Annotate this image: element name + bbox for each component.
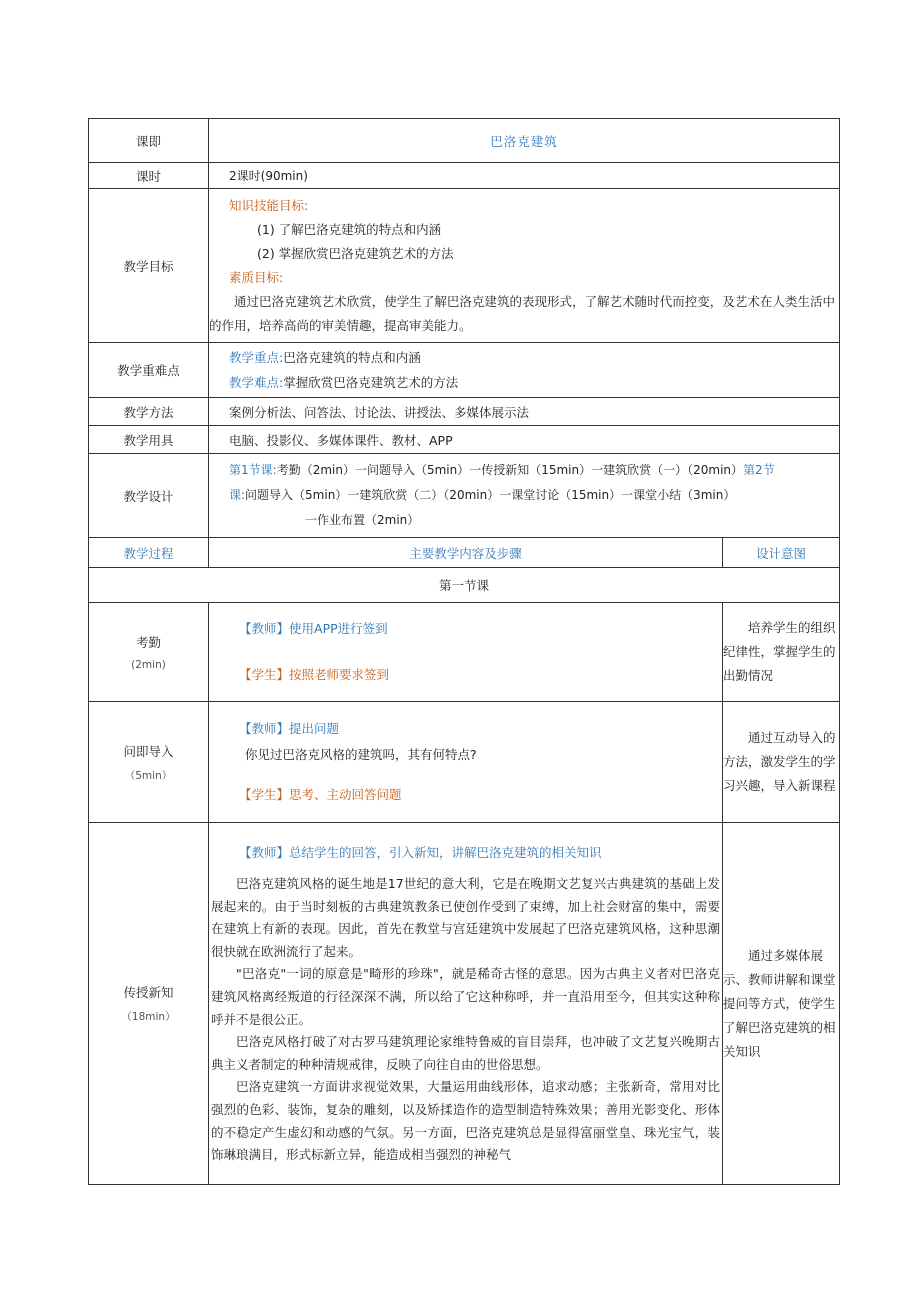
intro-cell xyxy=(89,702,209,823)
intro-student-text: 思考、主动回答问题 xyxy=(289,787,402,802)
intro-duration: （5min） xyxy=(124,769,173,782)
intro-content xyxy=(209,702,723,823)
intro-teacher-text: 提出问题 xyxy=(289,721,340,736)
attendance-intent: 培养学生的组织纪律性，掌握学生的出勤情况 xyxy=(723,603,840,702)
quality-text: 通过巴洛克建筑艺术欣赏，使学生了解巴洛克建筑的表现形式，了解艺术随时代而控变，及艺术在人类生活中的作用，培养高尚的审美情趣，提高审美能力。 xyxy=(209,293,836,333)
section-1-title: 第一节课 xyxy=(89,568,840,603)
design-lesson2-end: 一作业布置（2min） xyxy=(305,513,420,527)
knowledge-paragraph-4: 巴洛克建筑一方面讲求视觉效果，大量运用曲线形体，追求动感；主张新奇，常用对比强烈的色彩、装饰，复杂的雕刻，以及矫揉造作的造型制造特殊效果；善用光影变化、形体的不稳定产生虚幻和动感的气氛。另一方面，巴洛克建筑总是显得富丽堂皇、珠光宝气，装饰琳琅满目，形式标新立异，能造成相当强烈的神秘气 xyxy=(211,1079,720,1163)
design-lesson2-steps: 问题导入（5min）一建筑欣赏（二）（20min）一课堂讨论（15min）一课堂小结（3min） xyxy=(245,488,736,502)
skills-heading: 知识技能目标: xyxy=(229,197,309,213)
attendance-cell xyxy=(89,603,209,702)
knowledge-paragraph-2: "巴洛克"一词的原意是"畸形的珍珠"，就是稀奇古怪的意思。因为古典主义者对巴洛克建筑风格离经叛道的行径深深不满，所以给了它这种称呼，并一直沿用至今，但其实这种称呼并不是很公正。 xyxy=(211,966,720,1027)
objectives-label: 教学目标 xyxy=(89,189,209,343)
hours-value: 2课时(90min) xyxy=(209,163,840,189)
knowledge-paragraph-3: 巴洛克风格打破了对古罗马建筑理论家维特鲁威的盲目崇拜，也冲破了文艺复兴晚期古典主义者制定的种种清规戒律，反映了向往自由的世俗思想。 xyxy=(211,1034,720,1072)
key-points-label: 教学重难点 xyxy=(89,343,209,398)
attendance-label: 考勤 xyxy=(135,635,161,650)
attendance-teacher-tag: 【教师】 xyxy=(239,621,290,636)
design-lesson1-steps: 考勤（2min）一问题导入（5min）一传授新知（15min）一建筑欣赏（一）（20min） xyxy=(276,463,744,477)
skill-item-1: (1) 了解巴洛克建筑的特点和内涵 xyxy=(257,221,442,237)
key-points-content xyxy=(209,343,840,398)
row-key-points xyxy=(89,343,840,398)
intro-intent: 通过互动导入的方法，激发学生的学习兴趣，导入新课程 xyxy=(723,702,840,823)
difficulty-text: 掌握欣赏巴洛克建筑艺术的方法 xyxy=(283,375,459,390)
row-intro xyxy=(89,702,840,823)
skill-item-2: (2) 掌握欣赏巴洛克建筑艺术的方法 xyxy=(257,245,454,261)
row-design xyxy=(89,454,840,538)
row-methods xyxy=(89,398,840,426)
course-title: 巴洛克建筑 xyxy=(209,119,840,163)
row-process-header xyxy=(89,538,840,568)
design-lesson2-tag-b: 课: xyxy=(229,488,246,502)
quality-heading: 素质目标: xyxy=(229,269,284,285)
intent-col-header: 设计意图 xyxy=(723,538,840,568)
row-new-knowledge xyxy=(89,823,840,1185)
tools-value: 电脑、投影仪、多媒体课件、教材、APP xyxy=(209,426,840,454)
knowledge-paragraph-1: 巴洛克建筑风格的诞生地是17世纪的意大利，它是在晚期文艺复兴古典建筑的基础上发展起来的。由于当时刻板的古典建筑教条已使创作受到了束缚，加上社会财富的集中，需要在建筑上有新的表现。因此，首先在教堂与宫廷建筑中发展起了巴洛克建筑风格，这种思潮很快就在欧洲流行了起来。 xyxy=(211,876,720,959)
attendance-teacher-text: 使用APP进行签到 xyxy=(289,621,388,636)
methods-label: 教学方法 xyxy=(89,398,209,426)
objectives-content xyxy=(209,189,840,343)
lesson-plan-table xyxy=(88,118,840,1185)
intro-teacher-tag: 【教师】 xyxy=(239,721,290,736)
hours-label: 课时 xyxy=(89,163,209,189)
attendance-student-tag: 【学生】 xyxy=(239,667,290,682)
focus-label: 教学重点: xyxy=(229,350,284,365)
design-content xyxy=(209,454,840,538)
design-lesson1-tag: 第1节课: xyxy=(229,463,277,477)
new-knowledge-intent: 通过多媒体展示、教师讲解和课堂提问等方式，使学生了解巴洛克建筑的相关知识 xyxy=(723,823,840,1185)
intro-label: 问即导入 xyxy=(123,743,174,759)
row-course xyxy=(89,119,840,163)
intro-question: 你见过巴洛克风格的建筑吗，其有何特点? xyxy=(245,747,477,762)
design-lesson2-tag-a: 第2节 xyxy=(743,463,775,477)
tools-label: 教学用具 xyxy=(89,426,209,454)
row-section-1 xyxy=(89,568,840,603)
row-hours xyxy=(89,163,840,189)
attendance-duration: (2min) xyxy=(131,659,166,671)
attendance-student-text: 按照老师要求签到 xyxy=(289,667,390,682)
new-knowledge-cell xyxy=(89,823,209,1185)
content-col-header: 主要教学内容及步骤 xyxy=(209,538,723,568)
row-attendance xyxy=(89,603,840,702)
course-label: 课即 xyxy=(89,119,209,163)
new-knowledge-teacher-tag: 【教师】 xyxy=(239,845,290,860)
new-knowledge-duration: （18min） xyxy=(121,1011,176,1023)
focus-text: 巴洛克建筑的特点和内涵 xyxy=(283,350,421,365)
attendance-content xyxy=(209,603,723,702)
new-knowledge-label: 传授新知 xyxy=(123,985,174,1000)
process-col-header: 教学过程 xyxy=(89,538,209,568)
row-objectives xyxy=(89,189,840,343)
methods-value: 案例分析法、问答法、讨论法、讲授法、多媒体展示法 xyxy=(209,398,840,426)
design-label: 教学设计 xyxy=(89,454,209,538)
new-knowledge-teacher-text: 总结学生的回答，引入新知，讲解巴洛克建筑的相关知识 xyxy=(289,845,602,860)
row-tools xyxy=(89,426,840,454)
difficulty-label: 教学难点: xyxy=(229,375,284,390)
intro-student-tag: 【学生】 xyxy=(239,787,290,802)
new-knowledge-content xyxy=(209,823,723,1185)
